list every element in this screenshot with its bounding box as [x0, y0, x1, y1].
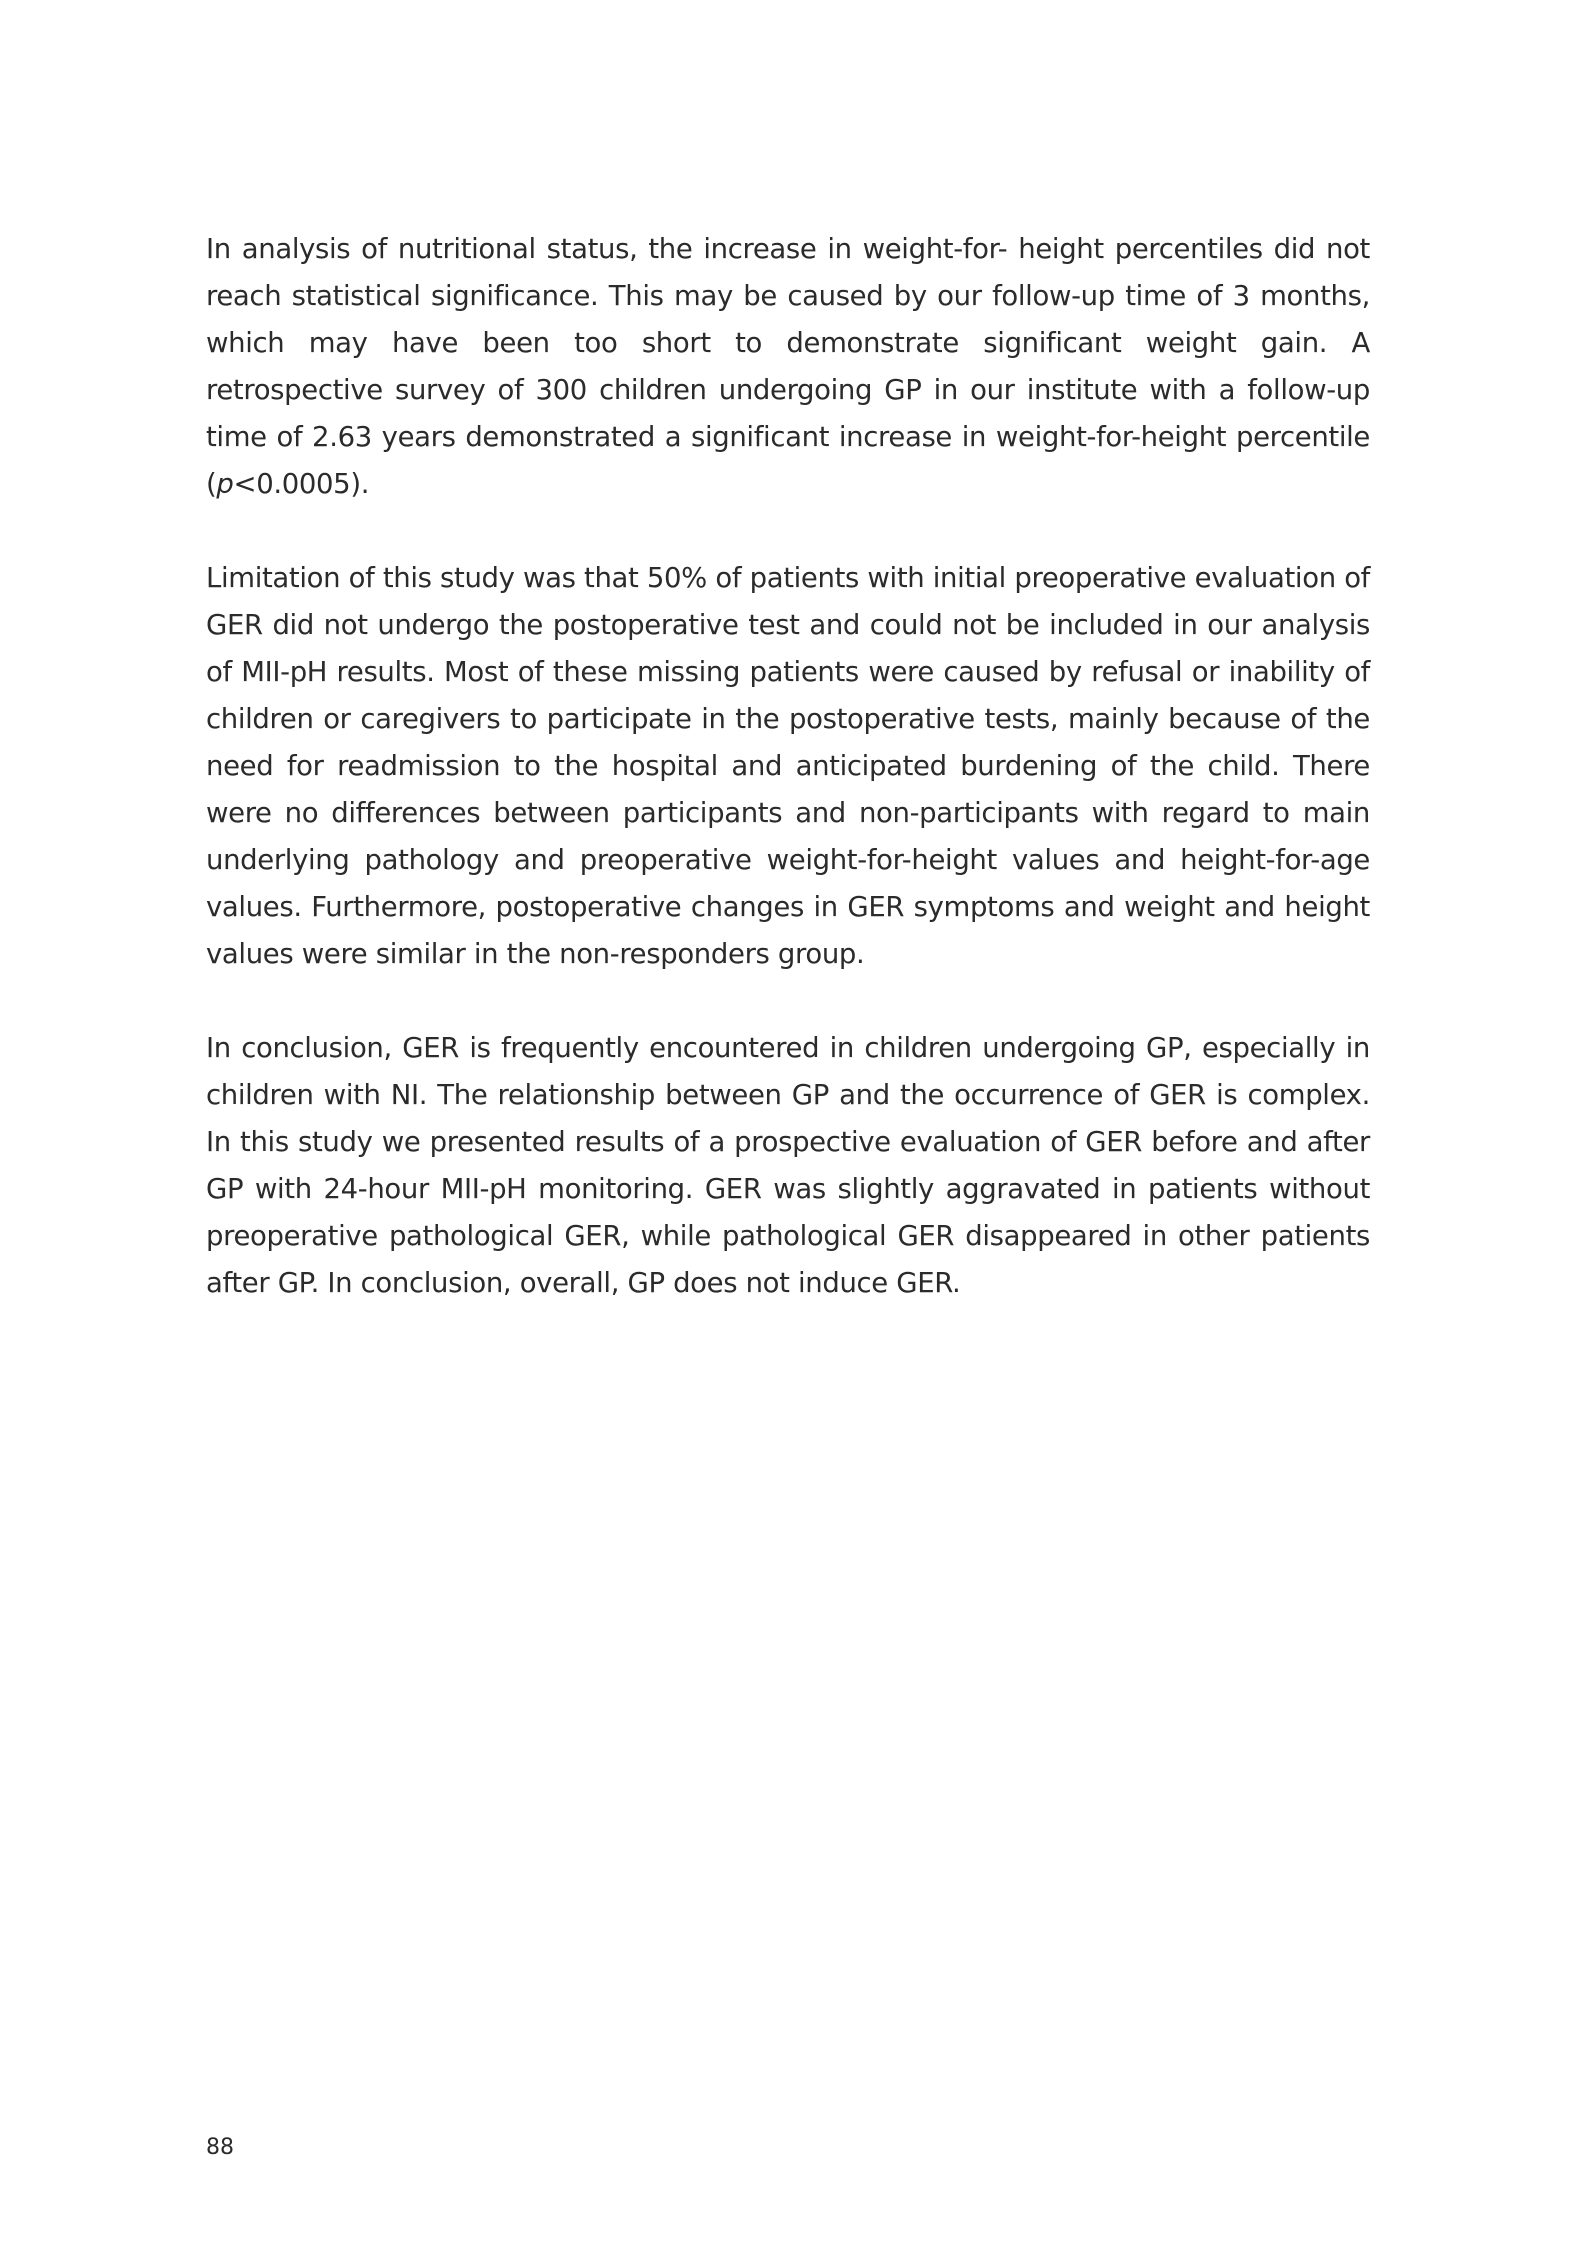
paragraph-text: In conclusion, GER is frequently encountered in children undergoing GP, especially in children with NI. The relationship between GP and the occurrence of GER is complex. In this study we presented results of a prospective evaluation of GER before and after GP with 24-hour MII-pH monitoring. GER was slightly aggravated in patients without preoperative pathological GER, while pathological GER disappeared in other patients after GP. In conclusion, overall, GP does not induce GER. [206, 1032, 1370, 1299]
paragraph-text: In analysis of nutritional status, the increase in weight-for- height percentiles did not reach statistical significance. This may be caused by our follow-up time of 3 months, which may have been too short to demonstrate significant weight gain. A retrospective survey of 300 children undergoing GP in our institute with a follow-up time of 2.63 years demonstrated a significant increase in weight-for-height percentile ( [206, 233, 1370, 500]
p-value-symbol: p [216, 468, 234, 500]
paragraph-limitations [206, 555, 1370, 978]
paragraph-text: <0.0005). [233, 468, 370, 500]
paragraph-conclusion [206, 1025, 1370, 1307]
page-number: 88 [206, 2135, 234, 2160]
paragraph-text: Limitation of this study was that 50% of patients with initial preoperative evaluation of GER did not undergo the postoperative test and could not be included in our analysis of MII-pH results. Most of these missing patients were caused by refusal or inability of children or caregivers to participate in the postoperative tests, mainly because of the need for readmission to the hospital and anticipated burdening of the child. There were no differences between participants and non-participants with regard to main underlying pathology and preoperative weight-for-height values and height-for-age values. Furthermore, postoperative changes in GER symptoms and weight and height values were similar in the non-responders group. [206, 562, 1370, 970]
paragraph-nutritional-status [206, 226, 1370, 508]
body-text [206, 226, 1370, 1354]
